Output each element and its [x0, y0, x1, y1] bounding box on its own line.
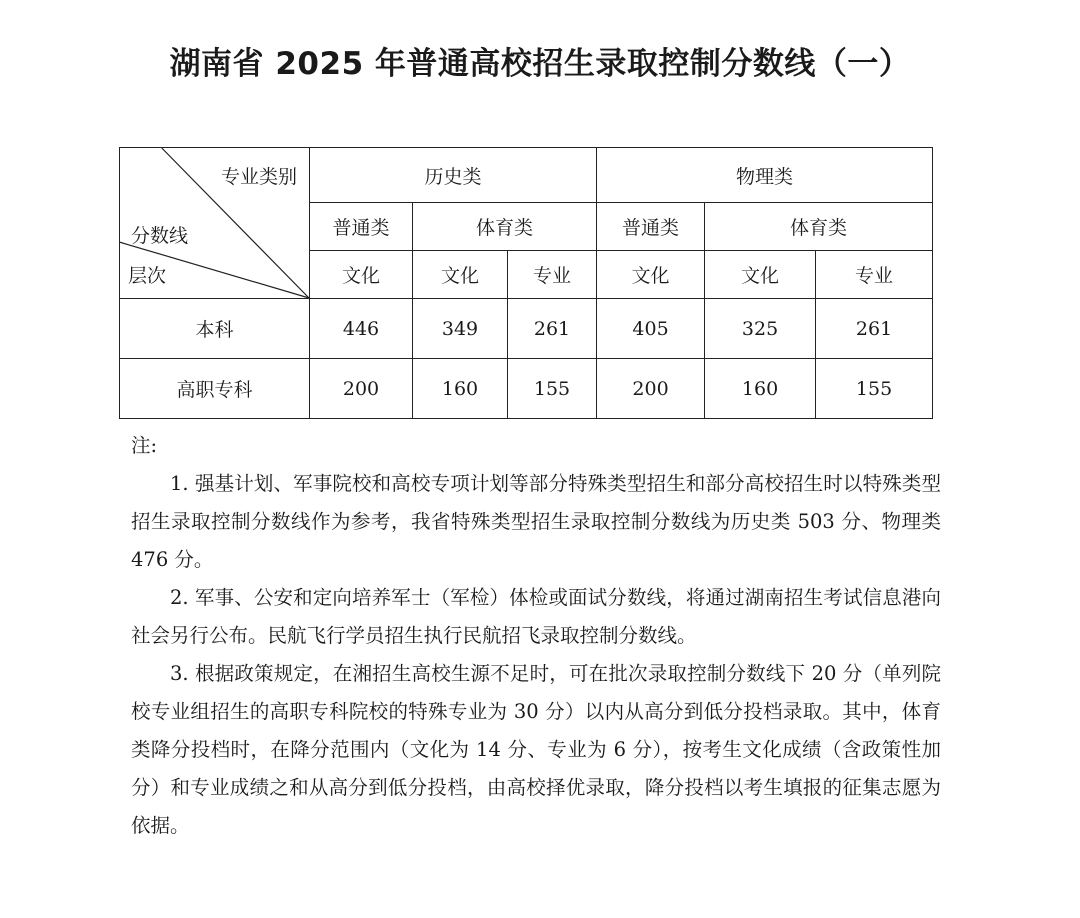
- column-header: 文化: [413, 251, 508, 299]
- group-header-history: 历史类: [310, 148, 597, 203]
- column-header: 专业: [816, 251, 933, 299]
- page-title: 湖南省 2025 年普通高校招生录取控制分数线（一）: [169, 46, 911, 82]
- subgroup-header-history-sports: 体育类: [413, 203, 597, 251]
- score-cell: 155: [508, 359, 597, 419]
- subgroup-header-physics-general: 普通类: [597, 203, 705, 251]
- corner-level-label: 层次: [128, 265, 167, 287]
- score-cell: 155: [816, 359, 933, 419]
- row-level-label: 高职专科: [120, 359, 310, 419]
- score-cell: 405: [597, 299, 705, 359]
- table-row: [120, 299, 933, 359]
- score-table: [119, 147, 933, 419]
- score-cell: 325: [705, 299, 816, 359]
- notes-section: [131, 427, 941, 845]
- corner-category-label: 专业类别: [220, 166, 297, 188]
- table-row: [120, 359, 933, 419]
- subgroup-header-history-general: 普通类: [310, 203, 413, 251]
- corner-score-label: 分数线: [131, 225, 189, 247]
- score-cell: 200: [310, 359, 413, 419]
- score-cell: 349: [413, 299, 508, 359]
- score-cell: 261: [816, 299, 933, 359]
- column-header: 文化: [310, 251, 413, 299]
- column-header: 文化: [705, 251, 816, 299]
- score-cell: 200: [597, 359, 705, 419]
- group-header-physics: 物理类: [597, 148, 933, 203]
- note-item: 1. 强基计划、军事院校和高校专项计划等部分特殊类型招生和部分高校招生时以特殊类型招生录取控制分数线作为参考，我省特殊类型招生录取控制分数线为历史类 503 分、物理类 476 分。: [131, 472, 941, 571]
- subgroup-header-physics-sports: 体育类: [705, 203, 933, 251]
- score-cell: 160: [413, 359, 508, 419]
- score-cell: 261: [508, 299, 597, 359]
- column-header: 专业: [508, 251, 597, 299]
- note-item: 2. 军事、公安和定向培养军士（军检）体检或面试分数线，将通过湖南招生考试信息港向社会另行公布。民航飞行学员招生执行民航招飞录取控制分数线。: [131, 586, 941, 647]
- notes-heading: 注:: [131, 434, 158, 457]
- column-header: 文化: [597, 251, 705, 299]
- score-cell: 446: [310, 299, 413, 359]
- row-level-label: 本科: [120, 299, 310, 359]
- table-corner-header: [120, 148, 310, 299]
- note-item: 3. 根据政策规定，在湘招生高校生源不足时，可在批次录取控制分数线下 20 分（单列院校专业组招生的高职专科院校的特殊专业为 30 分）以内从高分到低分投档录取。其中，体育类降分投档时，在降分范围内（文化为 14 分、专业为 6 分），按考生文化成绩（含政策性加分）和专业成绩之和从高分到低分投档，由高校择优录取，降分投档以考生填报的征集志愿为依据。: [131, 662, 941, 837]
- score-cell: 160: [705, 359, 816, 419]
